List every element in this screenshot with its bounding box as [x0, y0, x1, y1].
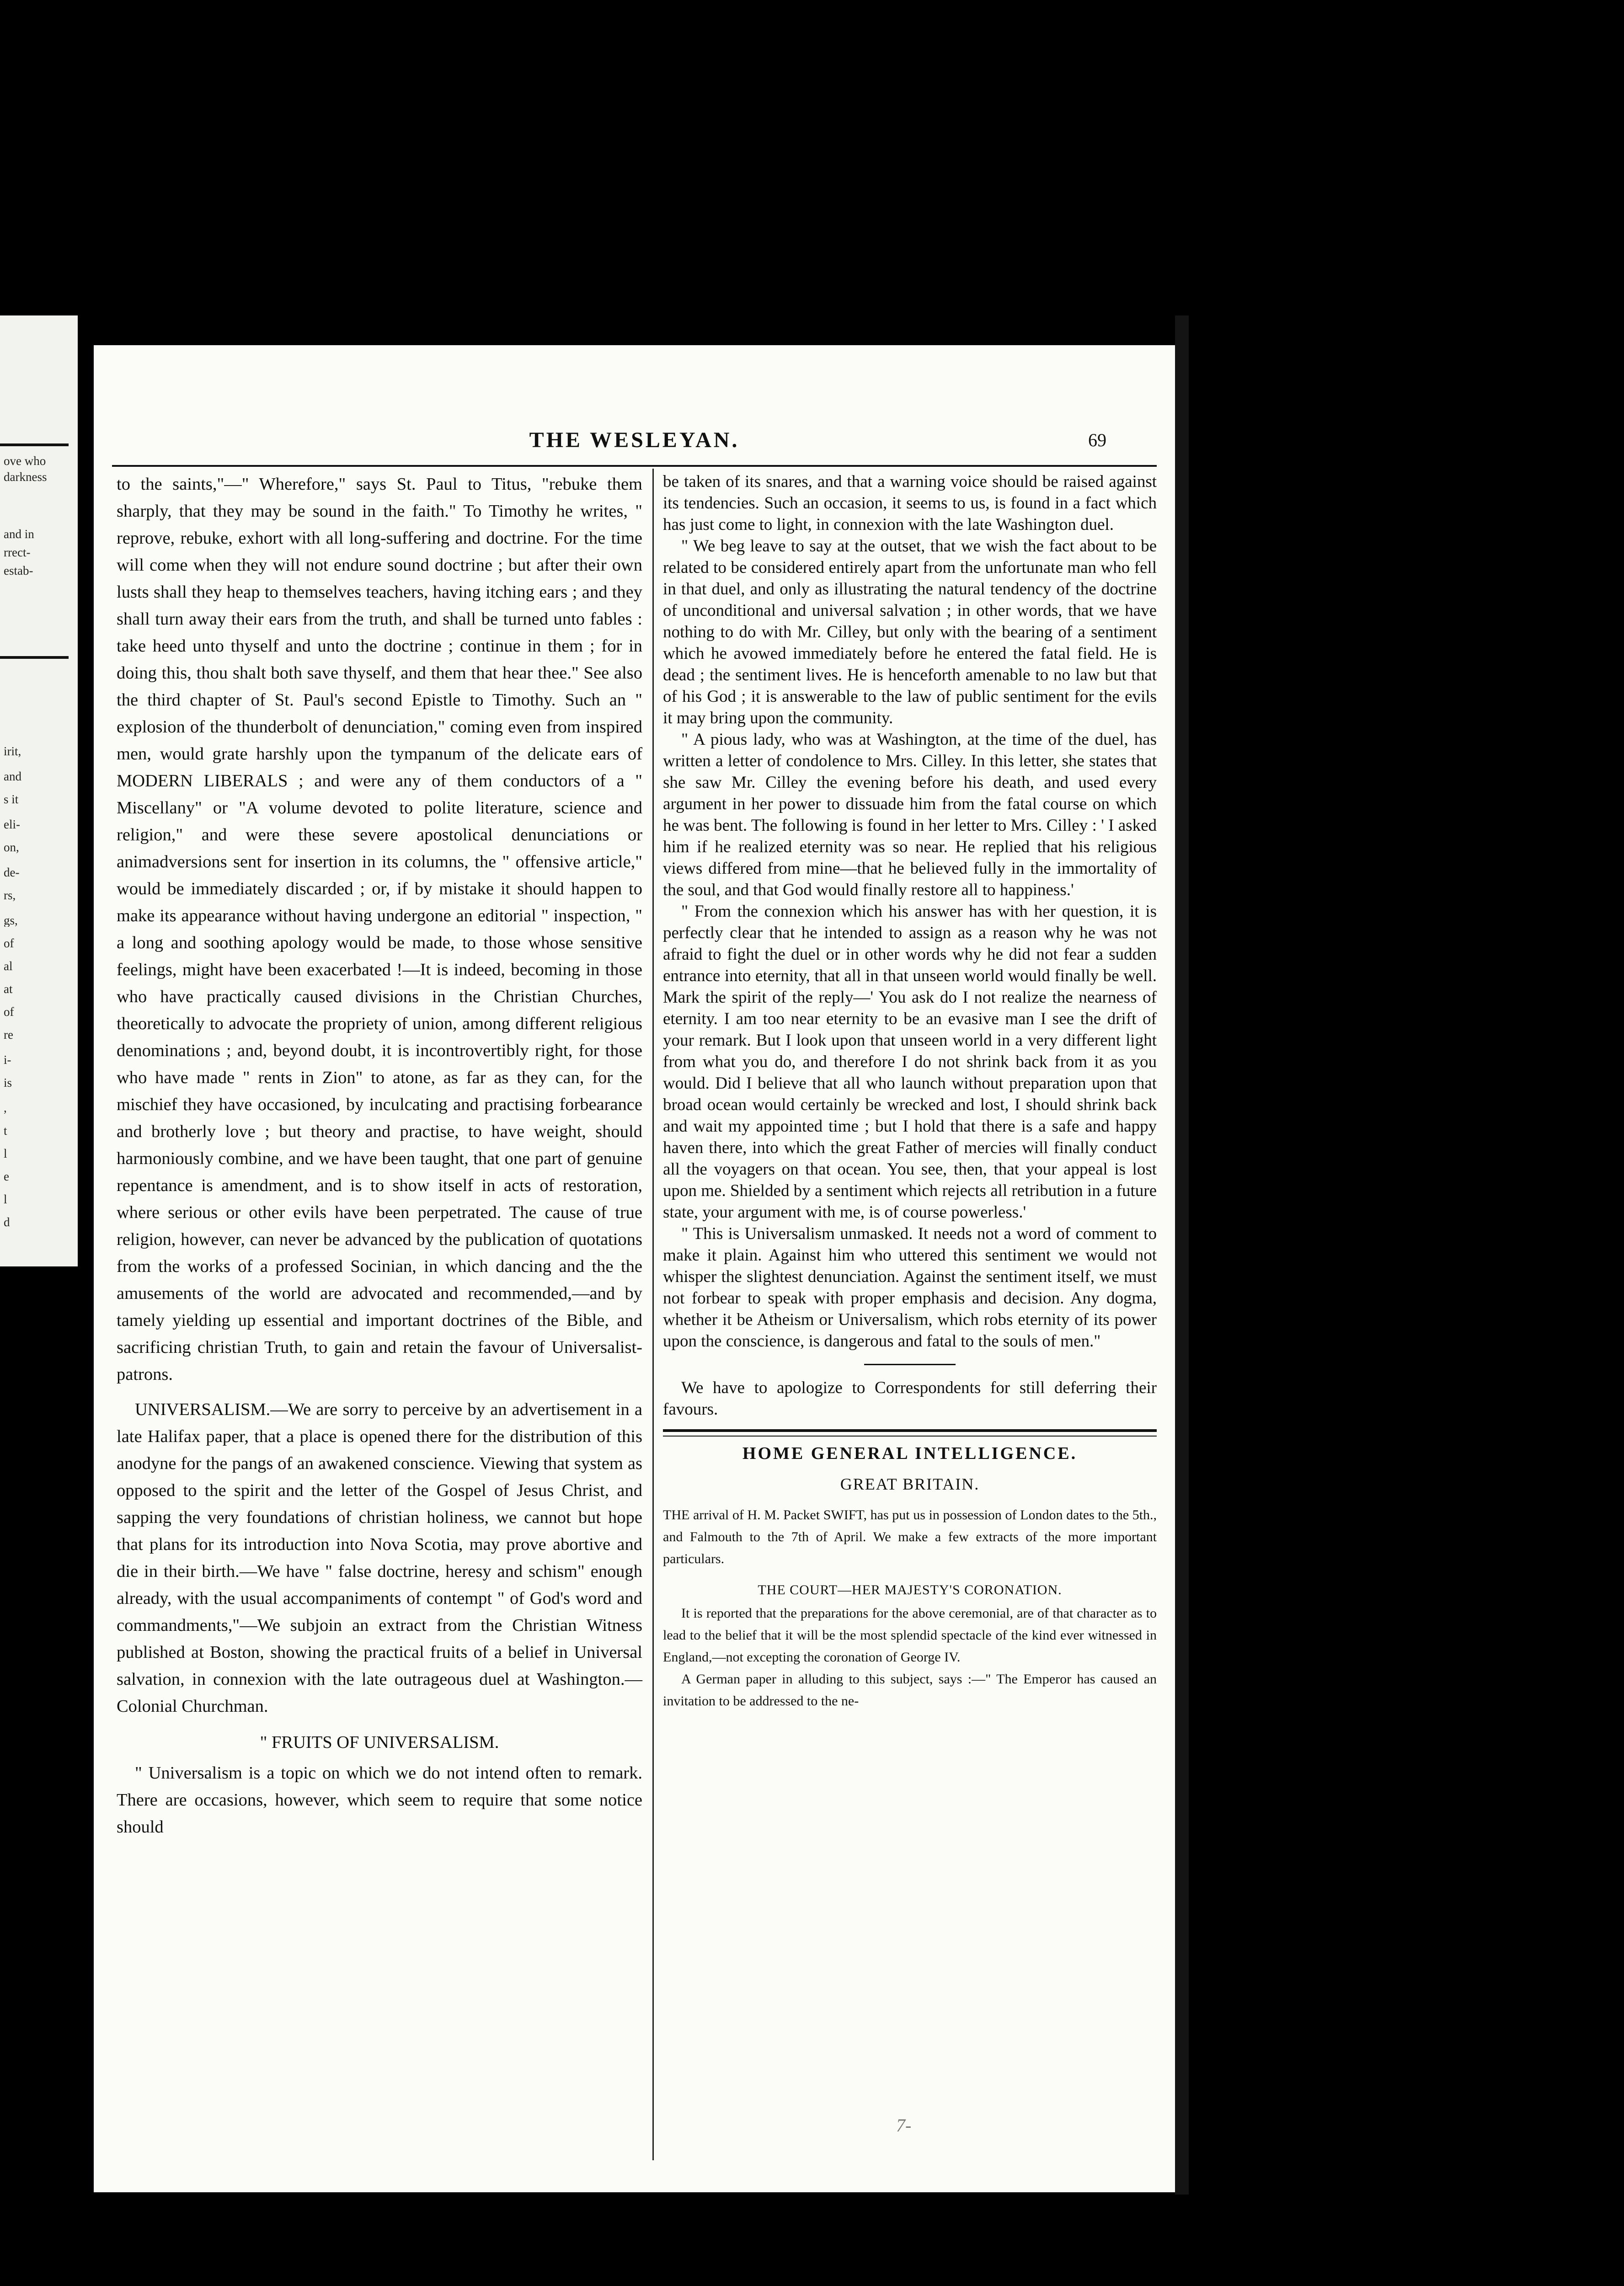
prev-fragment: on, [4, 841, 19, 854]
short-rule [864, 1364, 956, 1365]
prev-fragment: and [4, 770, 21, 783]
article-paragraph: " We beg leave to say at the outset, that we wish the fact about to be related to be considered entirely apart from the unfortunate man who fell in that duel, and only as illustrating the natural tendency of the doctrine of unconditional and universal salvation ; in other words, that we have nothing to do with Mr. Cilley, but only with the bearing of a sentiment which he avowed immediately before he entered the fatal field. He is dead ; the sentiment lives. He is henceforth amenable to no law but that of his God ; it is answerable to the law of public sentiment for the evils it may bring upon the community. [663, 537, 1157, 727]
double-rule [663, 1429, 1157, 1437]
prev-rule [0, 443, 69, 446]
prev-fragment: irit, [4, 745, 21, 758]
article-paragraph: " From the connexion which his answer has with her question, it is perfectly clear that he intended to assign as a reason why he was not afraid to fight the duel or in other words why he did not fear a sudden entrance into eternity, that all in that unseen world would finally be well. Mark the spirit of the reply—' You ask do I not realize the nearness of eternity. I am too near eternity to be an evasive man I see the drift of your remark. But I look upon that unseen world in a very different light from what you do, and therefore I do not shrink back from it as you would. Did I believe that all who launch without preparation upon that broad ocean would certainly be wrecked and lost, I should shrink back and wait my appointed time ; but I hold that there is a safe and happy haven there, into which the great Father of mercies will finally conduct all the voyagers on that ocean. You see, then, that your appeal is lost upon me. Shielded by a sentiment which rejects all retribution in a future state, your argument with me, is of course powerless.' [663, 902, 1157, 1222]
article-paragraph: " This is Universalism unmasked. It needs not a word of comment to make it plain. Against him who uttered this sentiment we would not whisper the slightest denunciation. Against the sentiment itself, we must not forbear to speak with proper emphasis and decision. Any dogma, whether it be Atheism or Universalism, which robs eternity of its power upon the conscience, is dangerous and fatal to the souls of men." [663, 1224, 1157, 1351]
article-paragraph: " A pious lady, who was at Washington, at the time of the duel, has written a letter of condolence to Mrs. Cilley. In this letter, she states that she saw Mr. Cilley the evening before his death, and used every argument in her power to dissuade him from the fatal course on which he was bent. The following is found in her letter to Mrs. Cilley : ' I asked him if he realized eternity was so near. He replied that his religious views differed from mine—that he believed fully in the immortality of the soul, and that God would finally restore all to happiness.' [663, 730, 1157, 899]
prev-fragment: of [4, 1006, 14, 1018]
correspondents-notice: We have to apologize to Correspondents for still deferring their favours. [663, 1378, 1157, 1419]
prev-fragment: and in [4, 528, 34, 540]
news-paragraph: THE arrival of H. M. Packet SWIFT, has put us in possession of London dates to the 5th., and Falmouth to the 7th of April. We make a few extracts of the more important particulars. [663, 1507, 1157, 1566]
prev-fragment: d [4, 1216, 10, 1228]
prev-fragment: is [4, 1077, 12, 1089]
prev-fragment: l [4, 1148, 7, 1160]
page-number: 69 [1088, 430, 1106, 450]
news-paragraph: A German paper in alluding to this subject, says :—" The Emperor has caused an invitation to be addressed to the ne- [663, 1672, 1157, 1709]
prev-fragment: de- [4, 866, 20, 879]
article-paragraph: to the saints,"—" Wherefore," says St. Paul to Titus, "rebuke them sharply, that they may be sound in the faith." To Timothy he writes, " reprove, rebuke, exhort with all long-suffering and doctrine. For the time will come when they will not endure sound doctrine ; but after their own lusts shall they heap to themselves teachers, having itching ears ; and they shall turn away their ears from the truth, and shall be turned unto fables : take heed unto thyself and unto the doctrine ; continue in them ; for in doing this, thou shalt both save thyself, and them that hear thee." See also the third chapter of St. Paul's second Epistle to Timothy. Such an " explosion of the thunderbolt of denunciation," coming even from inspired men, would grate harshly upon the tympanum of the delicate ears of MODERN LIBERALS ; and were any of them conductors of a " Miscellany" or "A volume devoted to polite literature, science and religion," and were these severe apostolical denunciations or animadversions sent for insertion in its columns, the " offensive article," would be immediately discarded ; or, if by mistake it should happen to make its appearance without having undergone an editorial " inspection, " a long and soothing apology would be made, to those whose sensitive feelings, might have been exacerbated !—It is indeed, becoming in those who have practically caused divisions in the Christian Churches, theoretically to advocate the propriety of union, among different religious denominations ; and, beyond doubt, it is incontrovertibly right, for those who have made " rents in Zion" to atone, as far as they can, for the mischief they have occasioned, by inculcating and practising forbearance and brotherly love ; but theory and practise, to have weight, should harmoniously combine, and we have been taught, that one part of genuine repentance is amendment, and is to show itself in acts of restoration, where serious or other evils have been perpetrated. The cause of true religion, however, can never be advanced by the publication of quotations from the works of a professed Socinian, in which dancing and the the amusements of the world are advocated and recommended,—and by tamely yielding up essential and important doctrines of the Bible, and sacrificing christian Truth, to gain and retain the favour of Universalist-patrons. [117, 475, 642, 1384]
right-column [663, 471, 1157, 1712]
prev-fragment: rrect- [4, 546, 31, 559]
pencil-mark: 7- [896, 2115, 912, 2136]
news-paragraph: It is reported that the preparations for the above ceremonial, are of that character as to lead to the belief that it will be the most splendid spectacle of the kind ever witnessed in England,—not excepting the coronation of George IV. [663, 1606, 1157, 1665]
section-heading: HOME GENERAL INTELLIGENCE. [742, 1444, 1078, 1463]
universalism-paragraph: UNIVERSALISM.—We are sorry to perceive by an advertisement in a late Halifax paper, that a place is opened there for the distribution of this anodyne for the pangs of an awakened conscience. Viewing that system as opposed to the spirit and the letter of the Gospel of Jesus Christ, and sapping the very foundations of christian holiness, we cannot but hope that plans for its introduction into Nova Scotia, may prove abortive and die in their birth.—We have " false doctrine, heresy and schism" enough already, with the usual accompaniments of contempt " of God's word and commandments,"—We subjoin an extract from the Christian Witness published at Boston, showing the practical fruits of a belief in Universal salvation, in connexion with the late outrageous duel at Washington.—Colonial Churchman. [117, 1400, 642, 1716]
fruits-paragraph: " Universalism is a topic on which we do not intend often to remark. There are occasions, however, which seem to require that some notice should [117, 1763, 642, 1837]
article-paragraph: be taken of its snares, and that a warning voice should be raised against its tendencies. Such an occasion, it seems to us, is found in a fact which has just come to light, in connexion with the late Washington duel. [663, 472, 1157, 534]
previous-page-edge [0, 315, 78, 1266]
prev-fragment: estab- [4, 565, 33, 577]
prev-fragment: at [4, 983, 13, 995]
prev-fragment: al [4, 960, 13, 972]
sub-heading: GREAT BRITAIN. [840, 1475, 980, 1493]
prev-fragment: re [4, 1029, 13, 1041]
newspaper-page [94, 345, 1175, 2192]
prev-fragment: , [4, 1102, 7, 1114]
prev-fragment: ove who [4, 455, 46, 467]
prev-fragment: darkness [4, 471, 47, 483]
column-divider [652, 469, 654, 2160]
prev-fragment: rs, [4, 889, 16, 902]
prev-fragment: of [4, 937, 14, 950]
prev-fragment: eli- [4, 818, 20, 831]
prev-fragment: i- [4, 1054, 11, 1066]
header-rule [112, 465, 1157, 467]
prev-rule [0, 656, 69, 659]
prev-fragment: e [4, 1170, 9, 1183]
left-column [117, 471, 642, 1841]
prev-fragment: gs, [4, 914, 18, 927]
page-edge [1175, 315, 1189, 2195]
prev-fragment: s it [4, 793, 19, 806]
page-title: THE WESLEYAN. [529, 428, 740, 452]
page-header [94, 427, 1175, 459]
court-heading: THE COURT—HER MAJESTY'S CORONATION. [758, 1582, 1062, 1597]
prev-fragment: l [4, 1193, 7, 1206]
fruits-heading: " FRUITS OF UNIVERSALISM. [260, 1733, 499, 1752]
prev-fragment: t [4, 1125, 7, 1137]
